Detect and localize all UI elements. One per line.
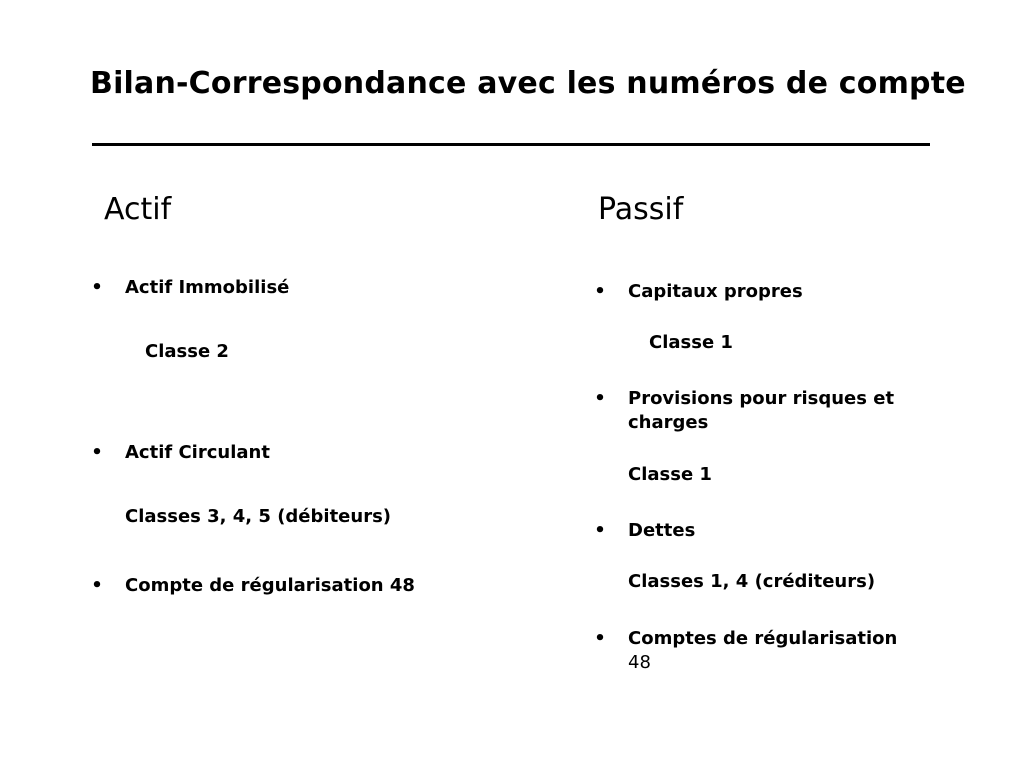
actif-item-label: Compte de régularisation 48 — [125, 575, 415, 596]
actif-item-regularisation — [91, 574, 415, 598]
passif-item-detail: Classe 1 — [649, 332, 733, 353]
passif-item-dettes — [594, 519, 696, 543]
title-underline — [92, 143, 930, 146]
bullet-icon: • — [91, 575, 103, 596]
actif-item-detail: Classes 3, 4, 5 (débiteurs) — [125, 506, 392, 527]
passif-item-label-line2: 48 — [628, 652, 651, 673]
actif-item-label: Actif Immobilisé — [125, 277, 290, 298]
passif-item-label: Dettes — [628, 520, 696, 541]
bullet-icon: • — [594, 388, 606, 409]
bullet-icon: • — [594, 281, 606, 302]
passif-item-label-line1: Comptes de régularisation — [628, 628, 898, 649]
actif-item-label: Actif Circulant — [125, 442, 270, 463]
passif-item-detail: Classe 1 — [628, 464, 712, 485]
passif-item-provisions — [594, 387, 895, 435]
bullet-icon: • — [594, 628, 606, 649]
passif-item-detail: Classes 1, 4 (créditeurs) — [628, 571, 876, 592]
passif-item-label-line2: charges — [628, 412, 709, 433]
passif-item-capitaux — [594, 280, 803, 304]
bullet-icon: • — [91, 277, 103, 298]
passif-item-regularisation — [594, 627, 898, 675]
actif-item-detail: Classe 2 — [145, 341, 229, 362]
bullet-icon: • — [594, 520, 606, 541]
actif-item-circulant — [91, 441, 270, 465]
passif-item-label: Capitaux propres — [628, 281, 803, 302]
bullet-icon: • — [91, 442, 103, 463]
actif-item-immobilise — [91, 276, 290, 300]
slide-title: Bilan-Correspondance avec les numéros de compte — [90, 66, 966, 101]
passif-item-label-line1: Provisions pour risques et — [628, 388, 895, 409]
passif-heading: Passif — [598, 192, 684, 227]
actif-heading: Actif — [104, 192, 172, 227]
